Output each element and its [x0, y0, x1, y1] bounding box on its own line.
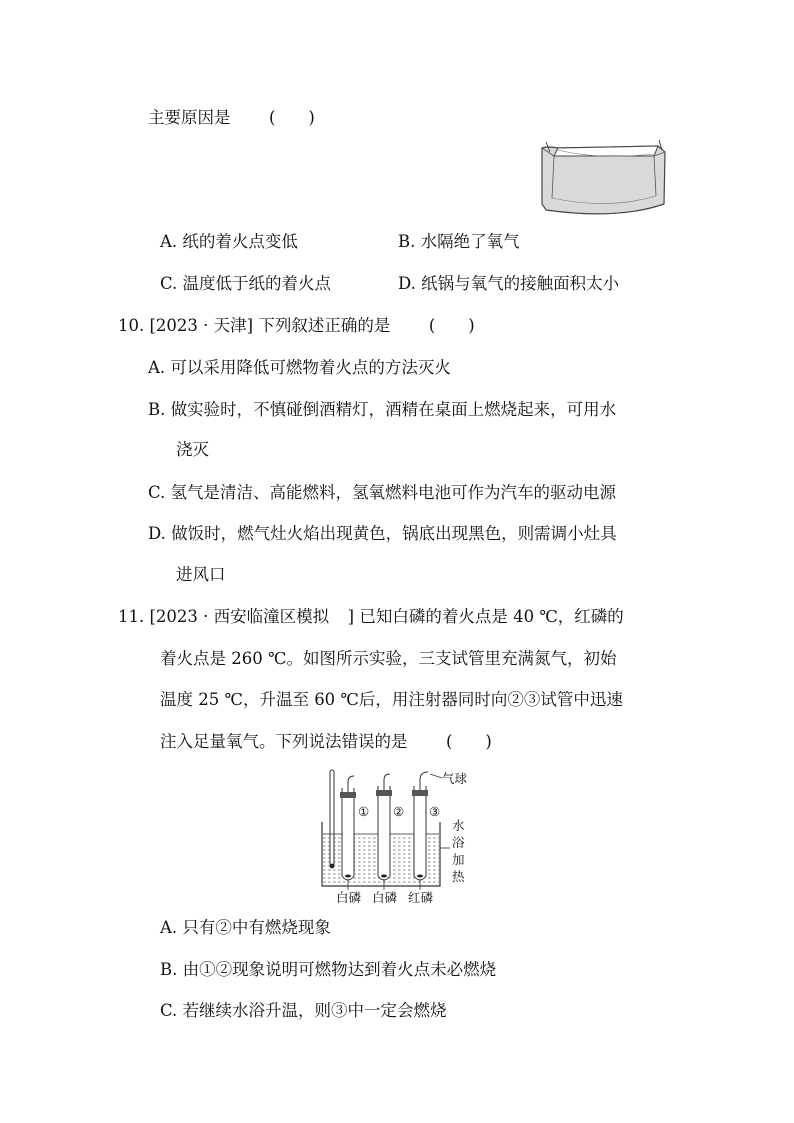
- option-text: 做实验时，不慎碰倒酒精灯，酒精在桌面上燃烧起来，可用水: [170, 400, 617, 419]
- q10-stem-text: 下列叙述正确的是: [258, 316, 391, 335]
- q11-stem-text: 着火点是 260 ℃。如图所示实验，三支试管里充满氮气，初始: [160, 649, 617, 668]
- option-letter: C.: [160, 1001, 178, 1020]
- tube-label-1: ①: [358, 804, 370, 819]
- option-letter: A.: [160, 232, 178, 251]
- option-text: 水隔绝了氧气: [420, 232, 520, 251]
- option-text: 浇灭: [176, 440, 209, 459]
- q11-stem-text: 已知白磷的着火点是 40 ℃，红磷的: [359, 607, 624, 626]
- option-text: 做饭时，燃气灶火焰出现黄色，锅底出现黑色，则需调小灶具: [171, 524, 617, 543]
- q11-source: [2023 · 西安临潼区模拟: [149, 607, 330, 626]
- q10-source: [2023 · 天津]: [149, 316, 254, 335]
- bath-label-char-2: 浴: [452, 835, 465, 850]
- q9-stem-text: 主要原因是: [148, 108, 231, 127]
- q9-option-a: [160, 231, 298, 253]
- q11-option-b: [160, 959, 496, 981]
- test-tube-3: [412, 772, 428, 880]
- option-letter: C.: [160, 274, 178, 293]
- option-letter: A.: [160, 918, 178, 937]
- bottom-label-1: 白磷: [336, 890, 362, 905]
- q11-answer-paren: ( ): [446, 732, 492, 751]
- bath-label-char-3: 加: [452, 852, 465, 867]
- bottom-label-3: 红磷: [408, 890, 434, 905]
- option-text: 可以采用降低可燃物着火点的方法灭火: [170, 358, 451, 377]
- option-text: 进风口: [176, 565, 226, 584]
- q9-option-c: [160, 273, 331, 295]
- q9-stem-tail: [148, 107, 315, 129]
- option-text: 由①②现象说明可燃物达到着火点未必燃烧: [182, 960, 497, 979]
- q9-answer-paren: ( ): [269, 108, 315, 127]
- q11-number: 11.: [118, 607, 145, 626]
- tube-label-3: ③: [429, 804, 441, 819]
- bottom-label-2: 白磷: [372, 890, 398, 905]
- option-letter: A.: [148, 358, 166, 377]
- q10-option-b: [148, 399, 616, 421]
- option-text: 纸锅与氧气的接触面积太小: [421, 274, 620, 293]
- q11-option-c: [160, 1000, 447, 1022]
- q10-option-d: [148, 523, 617, 545]
- bath-label-char-4: 热: [452, 869, 465, 884]
- q11-stem-line3: [160, 689, 623, 711]
- option-text: 氢气是清洁、高能燃料，氢氧燃料电池可作为汽车的驱动电源: [170, 483, 617, 502]
- test-tube-1: [340, 776, 356, 880]
- option-letter: B.: [398, 232, 416, 251]
- tube-label-2: ②: [393, 804, 405, 819]
- q11-stem-line2: [160, 648, 616, 670]
- q11-source-close: ]: [347, 607, 355, 626]
- q10-option-c: [148, 482, 616, 504]
- q10-answer-paren: ( ): [428, 316, 475, 335]
- q10-option-b-cont: [176, 439, 209, 461]
- q11-stem-text: 温度 25 ℃，升温至 60 ℃后，用注射器同时向②③试管中迅速: [160, 690, 623, 709]
- balloon-label: 气球: [442, 771, 468, 786]
- q10-option-a: [148, 357, 451, 379]
- option-text: 若继续水浴升温，则③中一定会燃烧: [182, 1001, 447, 1020]
- paper-pot-figure: [538, 138, 668, 218]
- option-letter: C.: [148, 483, 166, 502]
- q9-option-d: [398, 273, 619, 295]
- option-letter: B.: [160, 960, 178, 979]
- test-tube-2: [376, 774, 392, 880]
- option-letter: D.: [398, 274, 416, 293]
- option-text: 纸的着火点变低: [182, 232, 298, 251]
- bath-label-char-1: 水: [452, 818, 465, 833]
- q10-number: 10.: [118, 316, 145, 335]
- q9-option-b: [398, 231, 520, 253]
- q11-option-a: [160, 917, 331, 939]
- phosphorus-experiment-figure: [318, 764, 478, 904]
- q11-stem-text: 注入足量氧气。下列说法错误的是: [160, 732, 408, 751]
- option-letter: D.: [148, 524, 166, 543]
- option-text: 温度低于纸的着火点: [182, 274, 332, 293]
- option-letter: B.: [148, 400, 166, 419]
- q11-stem-line4: [160, 731, 492, 753]
- option-text: 只有②中有燃烧现象: [182, 918, 331, 937]
- q11-stem-line1: [118, 606, 624, 628]
- q10-stem: [118, 315, 475, 337]
- q10-option-d-cont: [176, 564, 226, 586]
